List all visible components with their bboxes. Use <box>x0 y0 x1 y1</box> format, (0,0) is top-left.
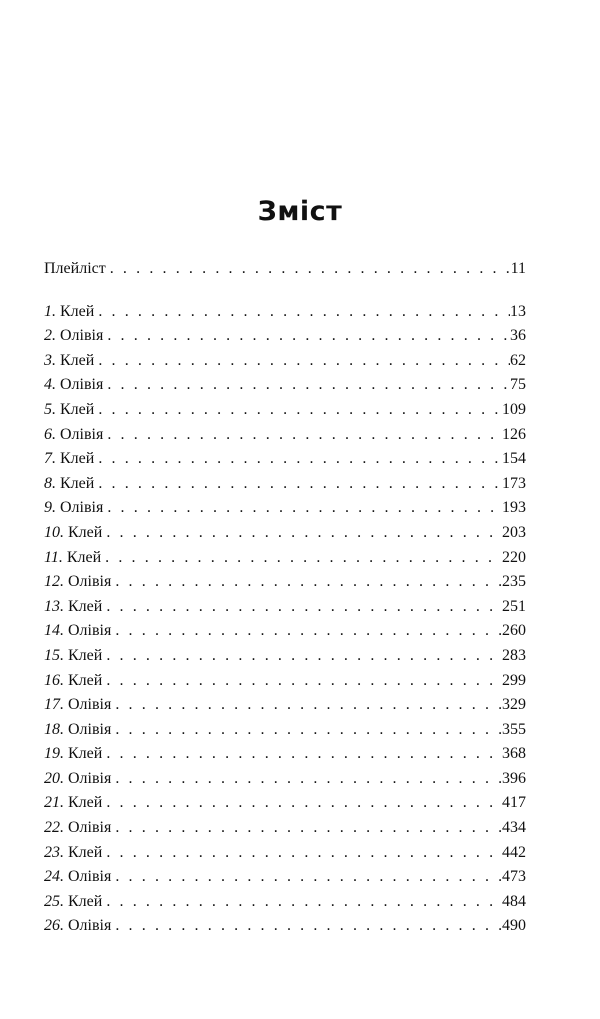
toc-entry-chapter <box>44 521 526 546</box>
page-number: 368 <box>502 745 526 763</box>
dot-leader <box>103 496 502 521</box>
chapter-number: 20. <box>44 769 64 787</box>
chapter-number: 17. <box>44 696 64 714</box>
dot-leader <box>111 693 502 718</box>
toc-entry-chapter <box>44 546 526 571</box>
chapter-number: 21. <box>44 794 64 812</box>
chapter-number: 18. <box>44 720 64 738</box>
dot-leader <box>111 865 502 890</box>
chapter-number: 24. <box>44 868 64 886</box>
toc-entry-playlist <box>44 257 526 282</box>
chapter-number: 14. <box>44 622 64 640</box>
toc-entry-chapter <box>44 300 526 325</box>
chapter-number: 13. <box>44 597 64 615</box>
page-number: 235 <box>502 573 526 591</box>
toc-entry-chapter <box>44 398 526 423</box>
page-number: 490 <box>502 917 526 935</box>
chapter-number: 16. <box>44 671 64 689</box>
chapter-title: Олівія <box>68 868 112 886</box>
chapter-title: Олівія <box>68 622 112 640</box>
dot-leader <box>106 257 511 282</box>
page-number: 36 <box>510 327 526 345</box>
toc-entry-chapter <box>44 447 526 472</box>
page-number: 329 <box>502 696 526 714</box>
dot-leader <box>102 742 502 767</box>
chapter-title: Клей <box>68 646 103 664</box>
chapter-number: 23. <box>44 843 64 861</box>
chapter-title: Олівія <box>60 499 104 517</box>
chapter-title: Олівія <box>68 720 112 738</box>
toc-entry-chapter <box>44 669 526 694</box>
chapter-number: 5. <box>44 400 56 418</box>
toc-entry-chapter <box>44 595 526 620</box>
dot-leader <box>94 472 502 497</box>
toc-entry-chapter <box>44 570 526 595</box>
toc-entry-chapter <box>44 324 526 349</box>
chapter-number: 15. <box>44 646 64 664</box>
page-number: 283 <box>502 646 526 664</box>
page-number: 154 <box>502 450 526 468</box>
toc-entry-chapter <box>44 423 526 448</box>
page-title: Зміст <box>257 196 343 227</box>
chapter-title: Клей <box>68 843 103 861</box>
dot-leader <box>111 914 502 939</box>
chapter-number: 26. <box>44 917 64 935</box>
chapter-number: 6. <box>44 425 56 443</box>
page-number: 62 <box>510 351 526 369</box>
toc-entry-chapter <box>44 841 526 866</box>
dot-leader <box>111 767 502 792</box>
toc-entry-chapter <box>44 644 526 669</box>
page-number: 251 <box>502 597 526 615</box>
chapter-title: Олівія <box>68 819 112 837</box>
page-number: 260 <box>502 622 526 640</box>
page-number: 193 <box>502 499 526 517</box>
chapter-number: 11. <box>44 548 63 566</box>
chapter-title: Клей <box>68 794 103 812</box>
chapter-number: 4. <box>44 376 56 394</box>
chapter-title: Плейліст <box>44 260 106 277</box>
table-of-contents <box>44 257 526 939</box>
chapter-title: Клей <box>60 302 95 320</box>
toc-entry-chapter <box>44 349 526 374</box>
chapter-title: Клей <box>68 892 103 910</box>
page-number: 299 <box>502 671 526 689</box>
toc-entry-chapter <box>44 791 526 816</box>
dot-leader <box>102 595 502 620</box>
page-number: 417 <box>502 794 526 812</box>
dot-leader <box>111 570 502 595</box>
chapter-number: 10. <box>44 523 64 541</box>
toc-entry-chapter <box>44 742 526 767</box>
chapter-title: Олівія <box>68 769 112 787</box>
toc-entry-chapter <box>44 816 526 841</box>
dot-leader <box>111 718 502 743</box>
chapter-title: Клей <box>68 671 103 689</box>
dot-leader <box>102 890 502 915</box>
toc-entry-chapter <box>44 693 526 718</box>
chapter-title: Клей <box>68 745 103 763</box>
toc-entry-chapter <box>44 496 526 521</box>
page-number: 11 <box>510 260 526 277</box>
chapter-number: 8. <box>44 474 56 492</box>
dot-leader <box>102 644 502 669</box>
chapter-title: Олівія <box>68 917 112 935</box>
chapter-title: Клей <box>60 450 95 468</box>
page-number: 75 <box>510 376 526 394</box>
toc-entry-chapter <box>44 373 526 398</box>
dot-leader <box>103 423 502 448</box>
dot-leader <box>94 398 502 423</box>
chapter-title: Клей <box>60 400 95 418</box>
chapter-title: Олівія <box>68 696 112 714</box>
dot-leader <box>103 373 510 398</box>
chapter-title: Клей <box>68 597 103 615</box>
chapter-number: 1. <box>44 302 56 320</box>
dot-leader <box>94 447 502 472</box>
chapter-number: 3. <box>44 351 56 369</box>
chapter-title: Клей <box>66 548 102 566</box>
toc-entry-chapter <box>44 472 526 497</box>
dot-leader <box>111 619 502 644</box>
page-number: 220 <box>502 548 526 566</box>
chapter-title: Олівія <box>60 327 104 345</box>
chapter-number: 9. <box>44 499 56 517</box>
dot-leader <box>102 841 502 866</box>
dot-leader <box>102 669 502 694</box>
page-number: 126 <box>502 425 526 443</box>
dot-leader <box>102 791 502 816</box>
toc-entry-chapter <box>44 767 526 792</box>
chapter-number: 19. <box>44 745 64 763</box>
page-number: 442 <box>502 843 526 861</box>
toc-entry-chapter <box>44 914 526 939</box>
toc-entry-chapter <box>44 718 526 743</box>
page-number: 13 <box>510 302 526 320</box>
chapter-number: 22. <box>44 819 64 837</box>
page-number: 473 <box>502 868 526 886</box>
dot-leader <box>94 300 510 325</box>
dot-leader <box>102 521 502 546</box>
chapter-number: 25. <box>44 892 64 910</box>
chapter-number: 7. <box>44 450 56 468</box>
dot-leader <box>101 546 502 571</box>
chapter-title: Клей <box>68 523 103 541</box>
page-number: 484 <box>502 892 526 910</box>
chapter-title: Олівія <box>60 425 104 443</box>
page-number: 355 <box>502 720 526 738</box>
chapter-title: Олівія <box>68 573 112 591</box>
page-number: 434 <box>502 819 526 837</box>
page-number: 396 <box>502 769 526 787</box>
toc-entry-chapter <box>44 865 526 890</box>
chapter-title: Олівія <box>60 376 104 394</box>
toc-entry-chapter <box>44 619 526 644</box>
dot-leader <box>103 324 510 349</box>
chapter-number: 2. <box>44 327 56 345</box>
chapter-number: 12. <box>44 573 64 591</box>
dot-leader <box>94 349 510 374</box>
chapter-title: Клей <box>60 351 95 369</box>
toc-entry-chapter <box>44 890 526 915</box>
page-number: 203 <box>502 523 526 541</box>
chapter-title: Клей <box>60 474 95 492</box>
page-number: 173 <box>502 474 526 492</box>
dot-leader <box>111 816 502 841</box>
page-number: 109 <box>502 400 526 418</box>
